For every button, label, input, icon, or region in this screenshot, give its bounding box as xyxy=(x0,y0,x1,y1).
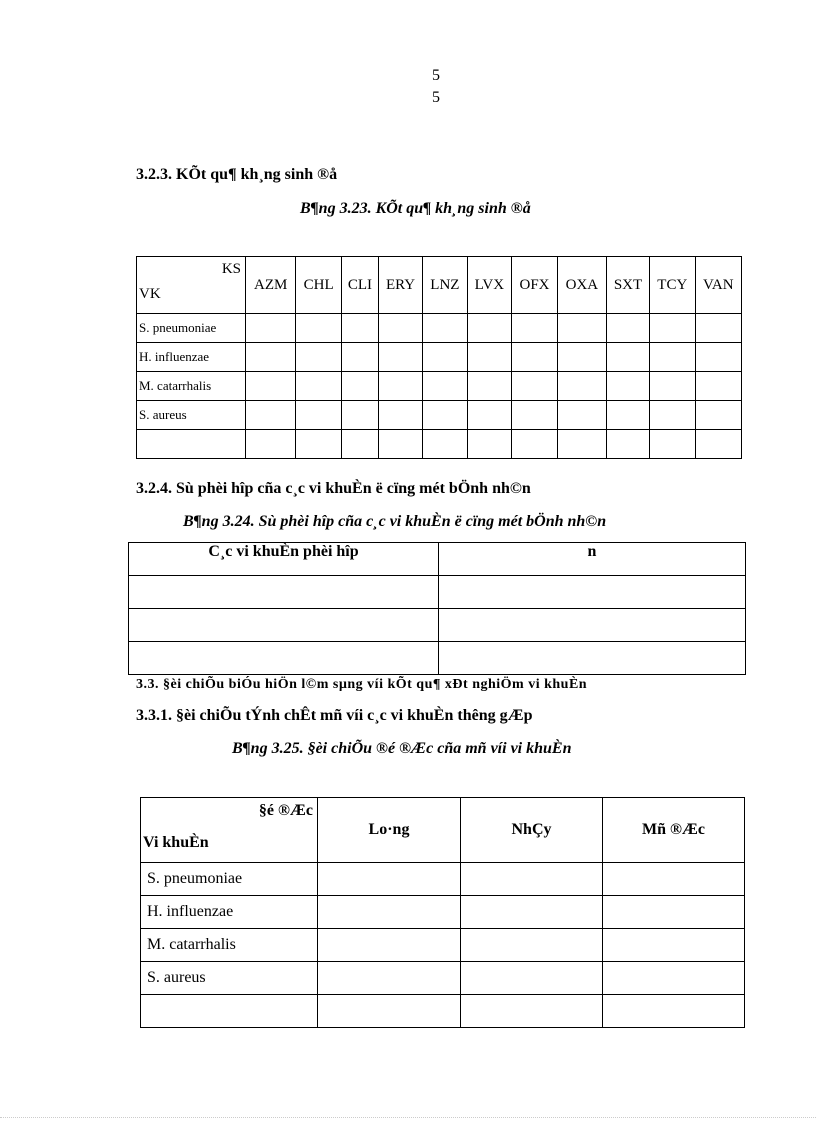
table-cell xyxy=(467,401,512,430)
table-cell xyxy=(606,343,649,372)
table-cell xyxy=(129,609,439,642)
table-cell xyxy=(650,343,696,372)
table-cell xyxy=(318,995,461,1028)
table-row xyxy=(137,430,742,459)
table-cell xyxy=(318,863,461,896)
column-header: C¸c vi khuÈn phèi hîp xyxy=(129,543,439,576)
table-cell xyxy=(246,314,296,343)
table-cell xyxy=(603,896,745,929)
table-cell xyxy=(603,962,745,995)
column-header: Mñ ®Æc xyxy=(603,798,745,863)
table-cell xyxy=(461,929,603,962)
row-label: S. pneumoniae xyxy=(137,314,246,343)
table-cell xyxy=(512,372,558,401)
table-cell xyxy=(557,343,606,372)
table-header-row xyxy=(141,798,745,863)
table-caption-325: B¶ng 3.25. §èi chiÕu ®é ®Æc cña mñ víi vi khuÈn xyxy=(232,740,572,757)
table-cell xyxy=(512,430,558,459)
table-cell xyxy=(606,372,649,401)
table-cell xyxy=(557,401,606,430)
table-cell xyxy=(423,372,467,401)
table-cell xyxy=(296,430,342,459)
table-cell xyxy=(512,343,558,372)
table-cell xyxy=(439,576,746,609)
table-row xyxy=(137,314,742,343)
table-cell xyxy=(461,995,603,1028)
table-cell xyxy=(296,401,342,430)
table-cell xyxy=(423,314,467,343)
column-header: Lo·ng xyxy=(318,798,461,863)
table-cell xyxy=(378,343,422,372)
table-cell xyxy=(246,401,296,430)
table-row xyxy=(137,372,742,401)
table-caption-323: B¶ng 3.23. KÕt qu¶ kh¸ng sinh ®å xyxy=(300,200,531,217)
table-cell xyxy=(512,401,558,430)
table-row xyxy=(141,863,745,896)
column-header: SXT xyxy=(606,257,649,314)
table-row xyxy=(129,576,746,609)
page-number: 5 xyxy=(432,89,440,106)
column-header: AZM xyxy=(246,257,296,314)
table-row xyxy=(141,929,745,962)
table-cell xyxy=(467,343,512,372)
column-header: n xyxy=(439,543,746,576)
column-header: VAN xyxy=(695,257,741,314)
table-cell xyxy=(246,430,296,459)
table-cell xyxy=(423,401,467,430)
table-row xyxy=(141,962,745,995)
section-heading-33: 3.3. §èi chiÕu biÓu hiÖn l©m sµng víi kÕt qu¶ xÐt nghiÖm vi khuÈn xyxy=(136,677,588,692)
table-cell xyxy=(606,314,649,343)
table-cell xyxy=(129,576,439,609)
corner-label-top: KS xyxy=(221,261,241,277)
column-header: CLI xyxy=(341,257,378,314)
row-label: S. aureus xyxy=(141,962,318,995)
table-cell xyxy=(461,896,603,929)
row-label: M. catarrhalis xyxy=(137,372,246,401)
table-cell xyxy=(439,642,746,675)
table-cell xyxy=(512,314,558,343)
table-row xyxy=(137,401,742,430)
table-cell xyxy=(318,962,461,995)
table-cell xyxy=(296,343,342,372)
table-cell xyxy=(378,401,422,430)
corner-header xyxy=(137,257,246,314)
row-label: H. influenzae xyxy=(141,896,318,929)
table-cell xyxy=(695,343,741,372)
table-cell xyxy=(341,343,378,372)
row-label: H. influenzae xyxy=(137,343,246,372)
table-cell xyxy=(603,929,745,962)
column-header: TCY xyxy=(650,257,696,314)
corner-label-bottom: Vi khuÈn xyxy=(143,834,209,851)
section-heading-324: 3.2.4. Sù phèi hîp cña c¸c vi khuÈn ë cïng mét bÖnh nh©n xyxy=(136,480,531,497)
table-cell xyxy=(318,929,461,962)
corner-label-bottom: VK xyxy=(139,286,161,302)
table-cell xyxy=(603,995,745,1028)
table-cell xyxy=(606,401,649,430)
table-cell xyxy=(246,343,296,372)
table-cell xyxy=(461,962,603,995)
table-row xyxy=(129,642,746,675)
table-cell xyxy=(378,314,422,343)
combination-table xyxy=(128,542,746,675)
table-cell xyxy=(461,863,603,896)
table-header-row xyxy=(129,543,746,576)
table-cell xyxy=(557,314,606,343)
row-label: S. pneumoniae xyxy=(141,863,318,896)
table-cell xyxy=(341,401,378,430)
table-caption-324: B¶ng 3.24. Sù phèi hîp cña c¸c vi khuÈn ë cïng mét bÖnh nh©n xyxy=(183,513,607,530)
table-cell xyxy=(557,372,606,401)
section-heading-331: 3.3.1. §èi chiÕu tÝnh chÊt mñ víi c¸c vi khuÈn thêng gÆp xyxy=(136,707,533,724)
table-cell xyxy=(296,314,342,343)
table-row xyxy=(137,343,742,372)
corner-header xyxy=(141,798,318,863)
table-cell xyxy=(695,372,741,401)
row-label: S. aureus xyxy=(137,401,246,430)
table-cell xyxy=(341,372,378,401)
section-heading-323: 3.2.3. KÕt qu¶ kh¸ng sinh ®å xyxy=(136,166,338,183)
table-cell xyxy=(695,401,741,430)
table-cell xyxy=(650,430,696,459)
table-cell xyxy=(650,314,696,343)
column-header: OXA xyxy=(557,257,606,314)
corner-label-top: §é ®Æc xyxy=(258,802,313,819)
table-cell xyxy=(296,372,342,401)
table-cell xyxy=(557,430,606,459)
column-header: CHL xyxy=(296,257,342,314)
row-label xyxy=(137,430,246,459)
table-cell xyxy=(378,430,422,459)
table-cell xyxy=(318,896,461,929)
table-cell xyxy=(606,430,649,459)
page-bottom-rule xyxy=(0,1117,816,1118)
table-row xyxy=(129,609,746,642)
column-header: NhÇy xyxy=(461,798,603,863)
table-row xyxy=(141,896,745,929)
antibiogram-table xyxy=(136,256,742,459)
table-cell xyxy=(439,609,746,642)
column-header: ERY xyxy=(378,257,422,314)
row-label xyxy=(141,995,318,1028)
pus-density-table xyxy=(140,797,745,1028)
table-cell xyxy=(467,430,512,459)
table-cell xyxy=(423,343,467,372)
table-cell xyxy=(650,372,696,401)
table-cell xyxy=(650,401,696,430)
column-header: LNZ xyxy=(423,257,467,314)
column-header: LVX xyxy=(467,257,512,314)
table-cell xyxy=(341,314,378,343)
table-cell xyxy=(246,372,296,401)
table-cell xyxy=(695,314,741,343)
table-cell xyxy=(695,430,741,459)
table-cell xyxy=(423,430,467,459)
row-label: M. catarrhalis xyxy=(141,929,318,962)
table-row xyxy=(141,995,745,1028)
table-cell xyxy=(467,314,512,343)
page-number: 5 xyxy=(432,67,440,84)
table-cell xyxy=(341,430,378,459)
table-cell xyxy=(467,372,512,401)
column-header: OFX xyxy=(512,257,558,314)
table-cell xyxy=(603,863,745,896)
table-cell xyxy=(129,642,439,675)
table-cell xyxy=(378,372,422,401)
table-header-row xyxy=(137,257,742,314)
